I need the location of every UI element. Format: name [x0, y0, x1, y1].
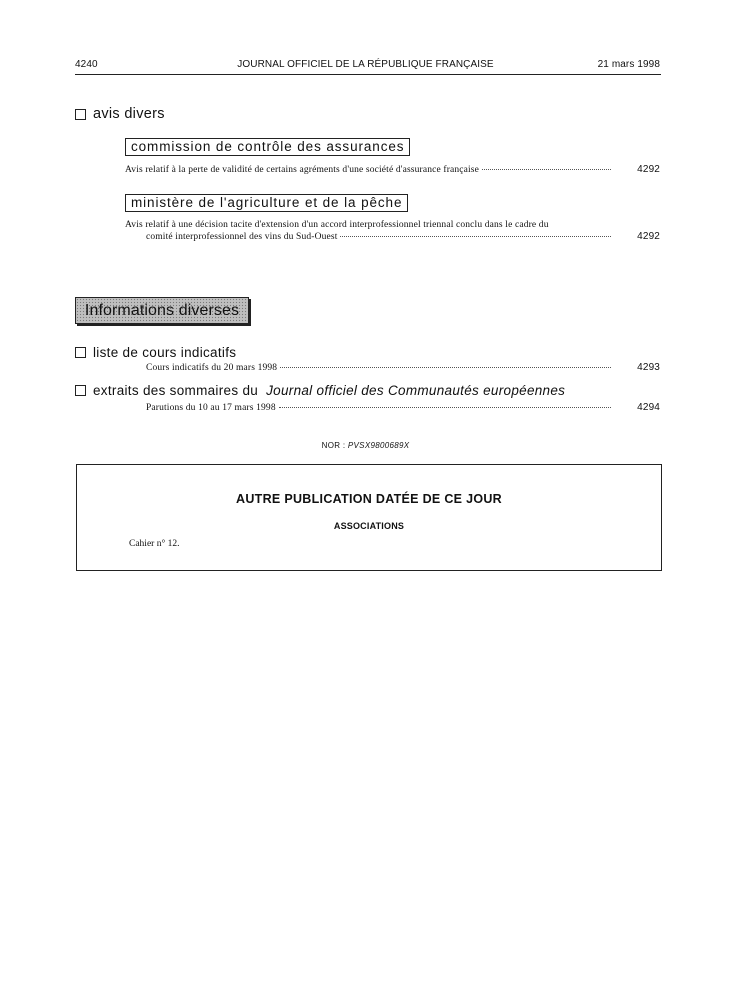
entry-cours	[146, 362, 660, 374]
nor-line	[0, 441, 731, 450]
entry-text: Avis relatif à la perte de validité de certains agréments d'une société d'assurance française	[125, 165, 480, 175]
dot-leader	[482, 169, 611, 170]
entry-parutions	[146, 402, 660, 414]
dot-leader	[279, 407, 611, 408]
entry-page: 4292	[637, 231, 660, 242]
entry-text: comité interprofessionnel des vins du Sud-Ouest	[146, 232, 338, 242]
section-avis-divers	[75, 106, 165, 122]
section-heading: liste de cours indicatifs	[93, 345, 237, 360]
section-heading-prefix: extraits des sommaires du	[93, 383, 263, 398]
informations-diverses-banner: Informations diverses	[75, 297, 249, 324]
entry-agriculture-line1: Avis relatif à une décision tacite d'extension d'un accord interprofessionnel triennal conclu dans le cadre du	[125, 220, 549, 230]
dot-leader	[280, 367, 611, 368]
publication-subtitle: ASSOCIATIONS	[333, 521, 405, 531]
entry-assurances	[125, 164, 660, 176]
publication-note: Cahier n° 12.	[129, 539, 180, 549]
section-heading: avis divers	[93, 106, 165, 122]
issue-date: 21 mars 1998	[597, 59, 660, 70]
journal-title: JOURNAL OFFICIEL DE LA RÉPUBLIQUE FRANÇAISE	[237, 59, 494, 70]
section-cours-indicatifs	[75, 345, 236, 360]
entry-agriculture	[146, 231, 660, 243]
group-title-agriculture: ministère de l'agriculture et de la pêche	[125, 194, 408, 212]
entry-page: 4293	[637, 362, 660, 373]
header-rule	[75, 74, 661, 75]
entry-page: 4292	[637, 164, 660, 175]
checkbox-icon	[75, 385, 86, 396]
publication-box	[76, 464, 662, 571]
section-extraits	[75, 383, 565, 398]
dot-leader	[340, 236, 611, 237]
checkbox-icon	[75, 347, 86, 358]
entry-text: Parutions du 10 au 17 mars 1998	[146, 403, 276, 413]
checkbox-icon	[75, 109, 86, 120]
section-heading-italic: Journal officiel des Communautés européennes	[266, 383, 566, 398]
nor-label: NOR :	[321, 441, 348, 450]
publication-title: AUTRE PUBLICATION DATÉE DE CE JOUR	[236, 492, 502, 506]
entry-text: Cours indicatifs du 20 mars 1998	[146, 363, 278, 373]
entry-page: 4294	[637, 402, 660, 413]
group-title-assurances: commission de contrôle des assurances	[125, 138, 410, 156]
page-number: 4240	[75, 59, 98, 70]
nor-code: PVSX9800689X	[347, 441, 410, 450]
